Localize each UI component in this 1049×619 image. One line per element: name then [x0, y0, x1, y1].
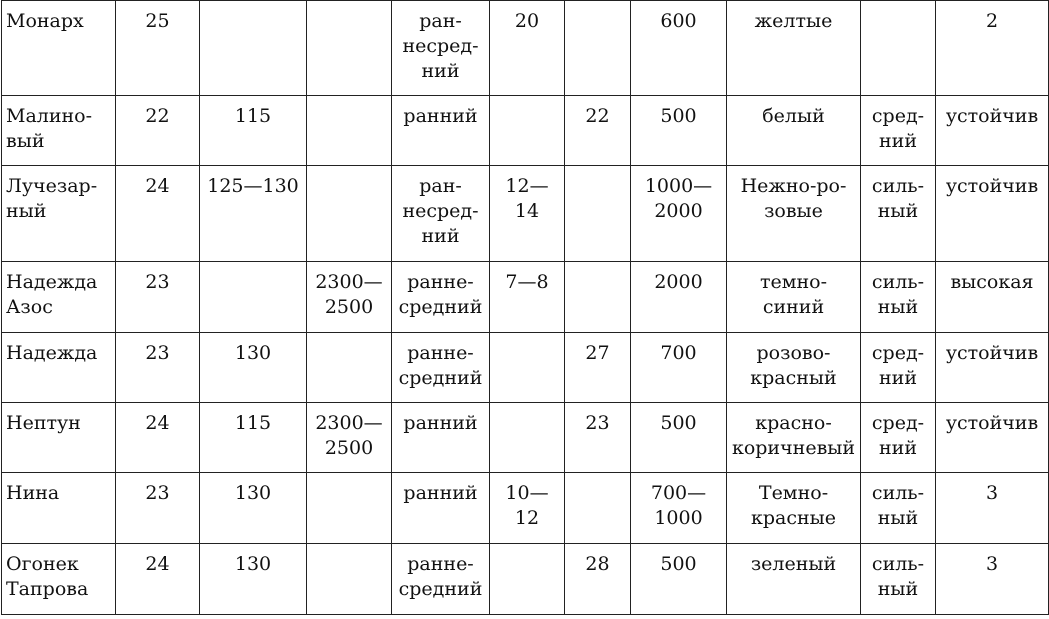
table-cell: Нина [2, 473, 116, 544]
table-cell [200, 262, 307, 333]
table-cell: белый [727, 96, 861, 166]
table-cell [565, 166, 631, 262]
table-cell: 115 [200, 96, 307, 166]
table-cell: 27 [565, 333, 631, 403]
table-cell: 115 [200, 403, 307, 473]
table-cell: 3 [936, 544, 1049, 615]
table-cell [565, 473, 631, 544]
table-cell [490, 333, 565, 403]
table-row [2, 1, 1049, 96]
table-cell: 1000— 2000 [631, 166, 727, 262]
table-cell: Монарх [2, 1, 116, 96]
table-cell: 28 [565, 544, 631, 615]
table-cell [307, 96, 392, 166]
table-cell: 10— 12 [490, 473, 565, 544]
table-cell: 22 [116, 96, 200, 166]
table-cell: 2 [936, 1, 1049, 96]
table-cell [565, 262, 631, 333]
table-cell: желтые [727, 1, 861, 96]
table-cell: 12— 14 [490, 166, 565, 262]
table-cell: 2300— 2500 [307, 262, 392, 333]
table-cell: ранне- средний [392, 544, 490, 615]
table-cell: Надежда Азос [2, 262, 116, 333]
table-cell: 22 [565, 96, 631, 166]
table-cell [490, 544, 565, 615]
table-cell: 23 [565, 403, 631, 473]
table-cell [490, 403, 565, 473]
table-cell: высокая [936, 262, 1049, 333]
table-cell: 20 [490, 1, 565, 96]
table-cell [307, 544, 392, 615]
table-cell [307, 1, 392, 96]
table-row [2, 96, 1049, 166]
table-cell: 2000 [631, 262, 727, 333]
table-cell: 2300— 2500 [307, 403, 392, 473]
table-cell: 700— 1000 [631, 473, 727, 544]
table-row [2, 473, 1049, 544]
table-cell: 700 [631, 333, 727, 403]
table-cell: силь- ный [861, 166, 936, 262]
table-cell: сред- ний [861, 403, 936, 473]
table-cell: 130 [200, 473, 307, 544]
table-cell: ранний [392, 403, 490, 473]
table-row [2, 166, 1049, 262]
table-cell: силь- ный [861, 262, 936, 333]
table-cell: 23 [116, 473, 200, 544]
table-cell: 500 [631, 403, 727, 473]
table-cell: Темно- красные [727, 473, 861, 544]
table-cell: красно- коричневый [727, 403, 861, 473]
table-cell: силь- ный [861, 544, 936, 615]
table-cell: ранний [392, 96, 490, 166]
table-cell [861, 1, 936, 96]
table-cell: 500 [631, 96, 727, 166]
table-cell: 600 [631, 1, 727, 96]
table-cell: ран- несред- ний [392, 166, 490, 262]
table-cell: ран- несред- ний [392, 1, 490, 96]
table-row [2, 403, 1049, 473]
table-cell: 130 [200, 333, 307, 403]
table-cell [307, 333, 392, 403]
table-cell [565, 1, 631, 96]
table-cell: зеленый [727, 544, 861, 615]
table-cell: Лучезар- ный [2, 166, 116, 262]
table-cell: Огонек Тапрова [2, 544, 116, 615]
table-cell: розово- красный [727, 333, 861, 403]
table-cell: устойчив [936, 333, 1049, 403]
table-cell: устойчив [936, 403, 1049, 473]
table-cell: 125—130 [200, 166, 307, 262]
table-cell: ранне- средний [392, 333, 490, 403]
table-cell: 24 [116, 544, 200, 615]
table-cell [307, 166, 392, 262]
table-cell: 24 [116, 166, 200, 262]
table-cell [307, 473, 392, 544]
table-row [2, 333, 1049, 403]
table-cell: 25 [116, 1, 200, 96]
table-cell: 23 [116, 333, 200, 403]
table-cell: Нептун [2, 403, 116, 473]
variety-table [1, 0, 1049, 615]
table-cell: 7—8 [490, 262, 565, 333]
table-cell: ранне- средний [392, 262, 490, 333]
table-cell: сред- ний [861, 333, 936, 403]
table-cell: устойчив [936, 166, 1049, 262]
table-cell: Малино- вый [2, 96, 116, 166]
table-cell: 500 [631, 544, 727, 615]
table-cell: 3 [936, 473, 1049, 544]
table-cell: ранний [392, 473, 490, 544]
table-cell: 24 [116, 403, 200, 473]
table-cell: устойчив [936, 96, 1049, 166]
table-cell [200, 1, 307, 96]
table-row [2, 544, 1049, 615]
table-cell: темно- синий [727, 262, 861, 333]
table-row [2, 262, 1049, 333]
table-cell [490, 96, 565, 166]
table-cell: Надежда [2, 333, 116, 403]
table-cell: 130 [200, 544, 307, 615]
table-cell: 23 [116, 262, 200, 333]
table-cell: силь- ный [861, 473, 936, 544]
table-cell: сред- ний [861, 96, 936, 166]
table-cell: Нежно-ро- зовые [727, 166, 861, 262]
